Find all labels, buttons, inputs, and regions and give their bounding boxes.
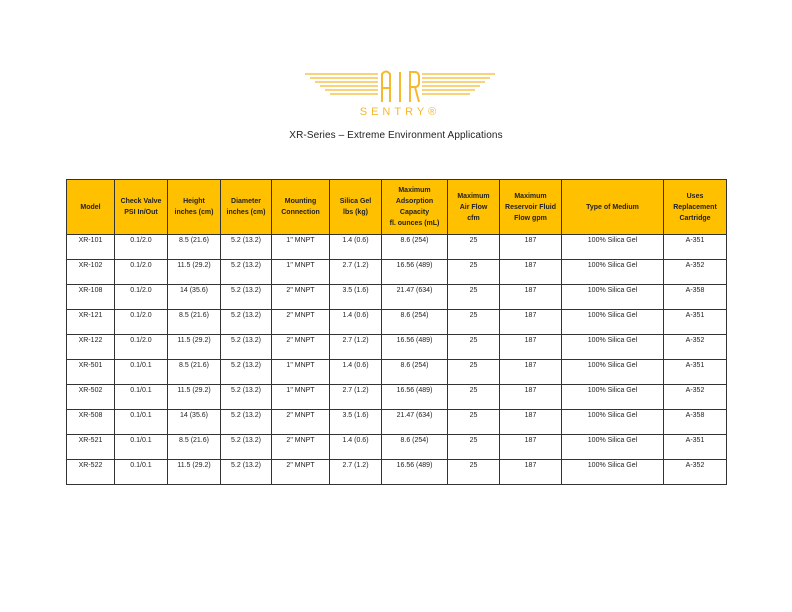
table-cell: 0.1/0.1 (115, 410, 168, 435)
table-cell: A-358 (664, 285, 727, 310)
column-header-line: Check Valve (120, 198, 162, 205)
column-header (168, 180, 221, 235)
table-cell: 5.2 (13.2) (221, 310, 272, 335)
table-cell: 2.7 (1.2) (330, 385, 382, 410)
table-cell: 11.5 (29.2) (168, 385, 221, 410)
table-cell: 5.2 (13.2) (221, 235, 272, 260)
table-cell: 187 (500, 435, 562, 460)
table-cell: 100% Silica Gel (562, 285, 664, 310)
column-header (221, 180, 272, 235)
table-cell: 2.7 (1.2) (330, 460, 382, 485)
table-row (67, 435, 727, 460)
table-cell: 8.5 (21.6) (168, 435, 221, 460)
table-cell: XR-501 (67, 360, 115, 385)
table-cell: 2.7 (1.2) (330, 260, 382, 285)
column-header-line: lbs (kg) (343, 209, 368, 216)
table-row (67, 285, 727, 310)
air-sentry-logo (300, 68, 500, 118)
column-header-line: cfm (467, 214, 480, 222)
column-header-line: Capacity (399, 209, 430, 216)
table-cell: 8.6 (254) (382, 235, 448, 260)
table-cell: 8.5 (21.6) (168, 360, 221, 385)
table-cell: 100% Silica Gel (562, 435, 664, 460)
table-cell: A-352 (664, 260, 727, 285)
column-header-line: fl. ounces (mL) (389, 220, 440, 227)
column-header-line: Uses (686, 192, 704, 200)
column-header-line: PSI In/Out (124, 209, 158, 216)
table-cell: 14 (35.6) (168, 285, 221, 310)
table-cell: 11.5 (29.2) (168, 460, 221, 485)
table-cell: 5.2 (13.2) (221, 385, 272, 410)
table-cell: 25 (448, 335, 500, 360)
table-cell: 16.56 (489) (382, 460, 448, 485)
table-body (67, 235, 727, 485)
table-cell: 21.47 (634) (382, 285, 448, 310)
table-row (67, 235, 727, 260)
table-cell: 16.56 (489) (382, 260, 448, 285)
table-cell: 187 (500, 385, 562, 410)
table-cell: 0.1/0.1 (115, 435, 168, 460)
table-cell: 0.1/2.0 (115, 260, 168, 285)
table-cell: 187 (500, 335, 562, 360)
table-cell: XR-101 (67, 235, 115, 260)
table-cell: 1" MNPT (272, 385, 330, 410)
table-cell: 1" MNPT (272, 235, 330, 260)
table-cell: 100% Silica Gel (562, 460, 664, 485)
column-header-line: Adsorption (395, 198, 434, 205)
logo-wordmark: SENTRY® (359, 106, 441, 118)
column-header-line: Silica Gel (339, 198, 372, 205)
column-header (382, 180, 448, 235)
logo-graphic (300, 68, 500, 118)
table-cell: 5.2 (13.2) (221, 335, 272, 360)
table-cell: 3.5 (1.6) (330, 285, 382, 310)
table-cell: 187 (500, 235, 562, 260)
column-header-line: Reservoir Fluid (505, 203, 556, 211)
table-cell: A-351 (664, 310, 727, 335)
table-cell: 100% Silica Gel (562, 335, 664, 360)
table-cell: A-352 (664, 460, 727, 485)
table-cell: 100% Silica Gel (562, 410, 664, 435)
table-cell: 0.1/0.1 (115, 385, 168, 410)
table-cell: 14 (35.6) (168, 410, 221, 435)
table-cell: 3.5 (1.6) (330, 410, 382, 435)
table-cell: A-351 (664, 235, 727, 260)
table-row (67, 385, 727, 410)
table-cell: 11.5 (29.2) (168, 335, 221, 360)
document-title: XR-Series – Extreme Environment Applications (289, 130, 503, 141)
column-header (448, 180, 500, 235)
column-header (67, 180, 115, 235)
table-cell: 25 (448, 435, 500, 460)
table-row (67, 310, 727, 335)
table-cell: 25 (448, 310, 500, 335)
table-cell: 187 (500, 285, 562, 310)
table-cell: 25 (448, 460, 500, 485)
column-header-line: inches (cm) (226, 209, 266, 216)
table-cell: XR-122 (67, 335, 115, 360)
column-header-line: Height (183, 198, 205, 205)
table-cell: 11.5 (29.2) (168, 260, 221, 285)
column-header (330, 180, 382, 235)
table-cell: 0.1/0.1 (115, 360, 168, 385)
table-cell: 0.1/2.0 (115, 235, 168, 260)
table-cell: 25 (448, 385, 500, 410)
table-cell: 1.4 (0.6) (330, 360, 382, 385)
table-cell: A-352 (664, 385, 727, 410)
table-cell: 8.6 (254) (382, 360, 448, 385)
column-header-line: inches (cm) (174, 209, 214, 216)
table-cell: XR-508 (67, 410, 115, 435)
table-cell: 1" MNPT (272, 360, 330, 385)
table-cell: A-351 (664, 360, 727, 385)
table-row (67, 260, 727, 285)
table-cell: A-358 (664, 410, 727, 435)
table-cell: 187 (500, 460, 562, 485)
table-cell: XR-108 (67, 285, 115, 310)
table-cell: XR-121 (67, 310, 115, 335)
column-header (115, 180, 168, 235)
table-row (67, 460, 727, 485)
table-cell: 25 (448, 285, 500, 310)
table-cell: 2.7 (1.2) (330, 335, 382, 360)
table-row (67, 335, 727, 360)
table-cell: XR-522 (67, 460, 115, 485)
column-header-line: Maximum (398, 187, 431, 194)
column-header (272, 180, 330, 235)
column-header-line: Connection (281, 209, 320, 216)
table-cell: 8.6 (254) (382, 435, 448, 460)
table-cell: 16.56 (489) (382, 385, 448, 410)
table-cell: A-352 (664, 335, 727, 360)
table-cell: 187 (500, 310, 562, 335)
table-cell: 25 (448, 360, 500, 385)
table-cell: 187 (500, 360, 562, 385)
table-cell: 25 (448, 410, 500, 435)
column-header (664, 180, 727, 235)
column-header-line: Mounting (284, 198, 317, 205)
table-cell: 0.1/2.0 (115, 335, 168, 360)
table-cell: 2" MNPT (272, 285, 330, 310)
column-header-line: Type of Medium (586, 203, 639, 211)
table-cell: 187 (500, 410, 562, 435)
table-cell: 1.4 (0.6) (330, 435, 382, 460)
column-header-line: Diameter (231, 198, 261, 205)
column-header-line: Maximum (457, 192, 490, 200)
column-header (500, 180, 562, 235)
table-cell: 2" MNPT (272, 335, 330, 360)
table-cell: 25 (448, 260, 500, 285)
table-cell: 100% Silica Gel (562, 385, 664, 410)
table-cell: 2" MNPT (272, 310, 330, 335)
column-header-line: Air Flow (459, 203, 488, 211)
table-cell: 2" MNPT (272, 460, 330, 485)
column-header-line: Model (80, 203, 101, 211)
table-cell: 5.2 (13.2) (221, 285, 272, 310)
table-cell: 5.2 (13.2) (221, 410, 272, 435)
table-cell: 25 (448, 235, 500, 260)
table-cell: 5.2 (13.2) (221, 460, 272, 485)
table-row (67, 410, 727, 435)
table-cell: 5.2 (13.2) (221, 360, 272, 385)
table-cell: 187 (500, 260, 562, 285)
table-cell: A-351 (664, 435, 727, 460)
table-cell: 100% Silica Gel (562, 360, 664, 385)
table-cell: 16.56 (489) (382, 335, 448, 360)
table-cell: 100% Silica Gel (562, 235, 664, 260)
table-cell: 100% Silica Gel (562, 260, 664, 285)
table-cell: 8.6 (254) (382, 310, 448, 335)
table-row (67, 360, 727, 385)
table-cell: 0.1/2.0 (115, 310, 168, 335)
table-cell: 5.2 (13.2) (221, 260, 272, 285)
column-header-line: Cartridge (679, 214, 711, 222)
table-cell: 2" MNPT (272, 410, 330, 435)
table-header-row (67, 180, 727, 235)
column-header-line: Replacement (673, 203, 717, 211)
table-cell: 100% Silica Gel (562, 310, 664, 335)
table-cell: XR-502 (67, 385, 115, 410)
table-cell: 1.4 (0.6) (330, 310, 382, 335)
column-header (562, 180, 664, 235)
table-cell: 1.4 (0.6) (330, 235, 382, 260)
table-cell: XR-102 (67, 260, 115, 285)
table-cell: 2" MNPT (272, 435, 330, 460)
table-cell: 21.47 (634) (382, 410, 448, 435)
table-cell: 0.1/2.0 (115, 285, 168, 310)
table-cell: 8.5 (21.6) (168, 235, 221, 260)
table-cell: 8.5 (21.6) (168, 310, 221, 335)
table-cell: 0.1/0.1 (115, 460, 168, 485)
specification-table (66, 179, 727, 485)
table-cell: 1" MNPT (272, 260, 330, 285)
column-header-line: Maximum (514, 192, 547, 200)
column-header-line: Flow gpm (514, 214, 547, 222)
table-cell: XR-521 (67, 435, 115, 460)
table-cell: 5.2 (13.2) (221, 435, 272, 460)
